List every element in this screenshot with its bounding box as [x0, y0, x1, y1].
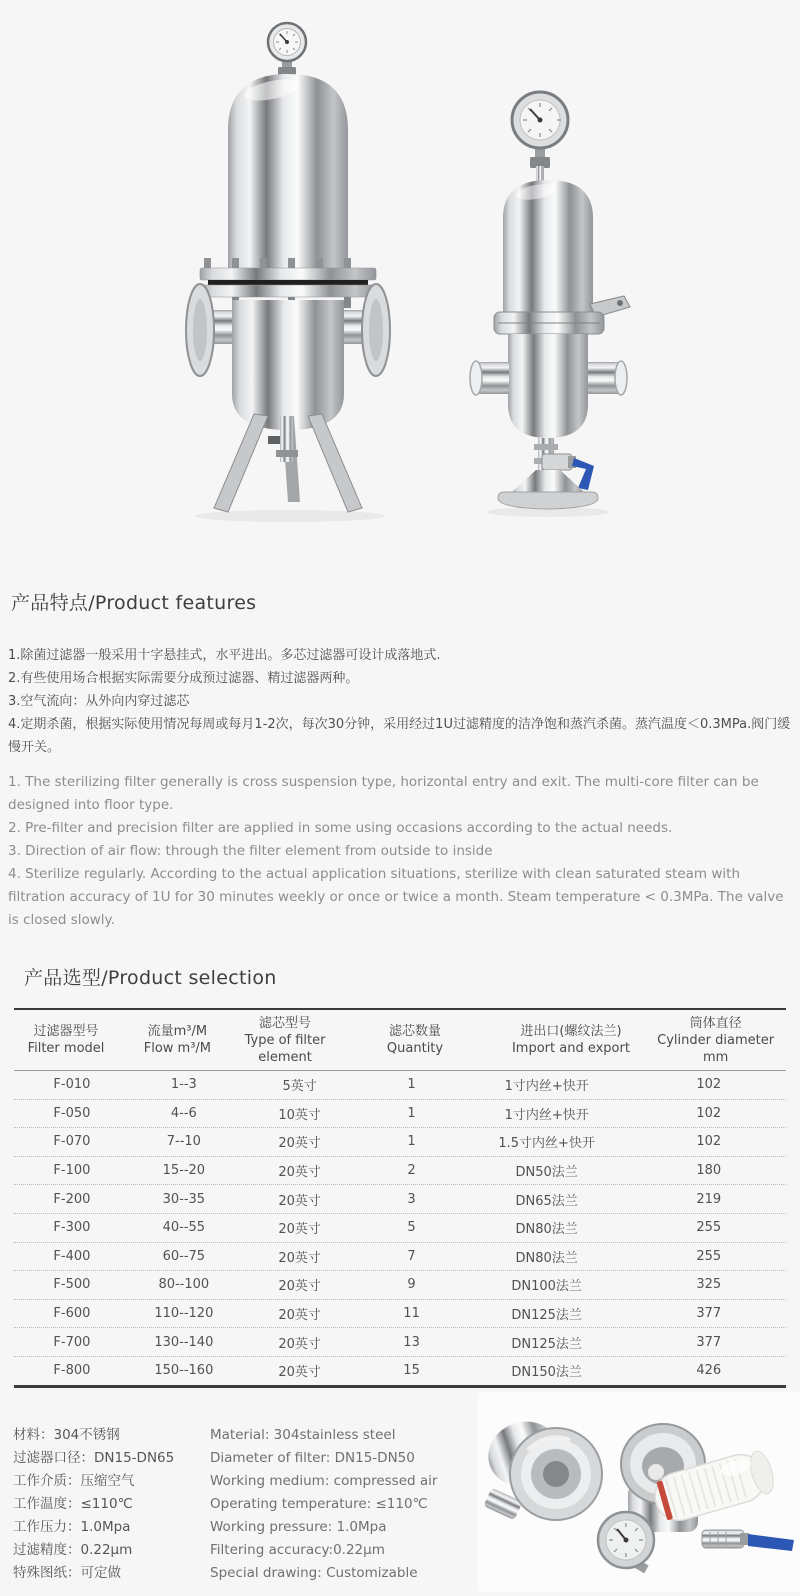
cell-flow: 80--100: [158, 1277, 210, 1293]
cell-cylinder-diameter: 377: [696, 1334, 722, 1350]
table-body: [14, 1071, 786, 1385]
cell-import-export: DN65法兰: [515, 1193, 578, 1209]
header-label-cn: 过滤器型号: [33, 1024, 99, 1039]
cell-quantity: 11: [403, 1306, 420, 1322]
cell-filter-model: F-200: [53, 1191, 91, 1207]
table-row: [14, 1327, 786, 1356]
spec-item-cn: 过滤精度：0.22μm: [13, 1542, 133, 1558]
spec-item-cn: 工作介质：压缩空气: [13, 1473, 135, 1489]
spec-item-en: Special drawing: Customizable: [210, 1565, 418, 1581]
filter-photo-small: [448, 76, 740, 522]
header-label-cn: 滤芯型号: [259, 1015, 312, 1031]
cell-flow: 7--10: [166, 1134, 201, 1150]
spec-item-cn: 材料：304不锈钢: [13, 1427, 120, 1443]
cell-element-type: 20英寸: [278, 1165, 321, 1181]
feature-item-cn: 3.空气流向：从外向内穿过滤芯: [8, 694, 190, 709]
cell-flow: 60--75: [162, 1248, 206, 1264]
cell-quantity: 13: [403, 1334, 420, 1350]
cell-filter-model: F-070: [53, 1134, 91, 1150]
cell-import-export: 1寸内丝+快开: [504, 1079, 589, 1095]
cell-element-type: 20英寸: [278, 1193, 321, 1209]
cell-quantity: 7: [407, 1248, 416, 1264]
feature-item-cn: 2.有些使用场合根据实际需要分成预过滤器、精过滤器两种。: [8, 671, 359, 686]
cell-cylinder-diameter: 255: [696, 1220, 722, 1236]
cell-filter-model: F-050: [53, 1105, 91, 1121]
header-label-en: Import and export: [511, 1041, 630, 1056]
cell-quantity: 5: [407, 1220, 416, 1236]
cell-filter-model: F-700: [53, 1334, 91, 1350]
cell-flow: 4--6: [170, 1105, 197, 1121]
spec-item-cn: 工作温度：≤110℃: [13, 1496, 133, 1512]
header-label-en: Type of filter element: [244, 1032, 326, 1065]
cell-cylinder-diameter: 426: [696, 1363, 722, 1379]
cell-quantity: 1: [407, 1134, 416, 1150]
feature-item-en: 3. Direction of air flow: through the filter element from outside to inside: [8, 843, 493, 859]
spec-item-en: Operating temperature: ≤110℃: [210, 1496, 428, 1512]
cell-element-type: 20英寸: [278, 1308, 321, 1324]
table-row: [14, 1184, 786, 1213]
filter-photo-large: [168, 12, 432, 524]
cell-cylinder-diameter: 325: [696, 1277, 722, 1293]
selection-heading: 产品选型/Product selection: [24, 967, 277, 989]
cell-filter-model: F-600: [53, 1306, 91, 1322]
shadow: [195, 510, 385, 522]
cell-element-type: 20英寸: [278, 1279, 321, 1295]
cell-cylinder-diameter: 377: [696, 1306, 722, 1322]
flanged-port-left: [186, 284, 232, 376]
table-row: [14, 1099, 786, 1128]
table-header-cell: [118, 1023, 237, 1057]
cell-filter-model: F-500: [53, 1277, 91, 1293]
table-header-cell: [14, 1023, 118, 1057]
specs-list-en: [210, 1424, 437, 1585]
cell-import-export: 1寸内丝+快开: [504, 1107, 589, 1123]
feature-item-en: 2. Pre-filter and precision filter are applied in some using occasions according to the actual needs.: [8, 820, 673, 836]
cell-filter-model: F-100: [53, 1163, 91, 1179]
feature-item-cn: 1.除菌过滤器一般采用十字悬挂式，水平进出。多芯过滤器可设计成落地式.: [8, 648, 441, 663]
cell-cylinder-diameter: 102: [696, 1077, 722, 1093]
header-label-cn: 流量m³/M: [147, 1024, 208, 1039]
cell-filter-model: F-010: [53, 1077, 91, 1093]
cell-import-export: DN80法兰: [515, 1250, 578, 1266]
header-label-en: Cylinder diameter mm: [657, 1032, 775, 1065]
upper-vessel: [228, 74, 348, 268]
table-header-cell: [333, 1023, 496, 1057]
cell-quantity: 1: [407, 1105, 416, 1121]
cell-quantity: 3: [407, 1191, 416, 1207]
cell-cylinder-diameter: 180: [696, 1163, 722, 1179]
product-selection-table: [14, 1008, 786, 1388]
table-header-cell: [497, 1023, 646, 1057]
cell-import-export: 1.5寸内丝+快开: [498, 1136, 595, 1152]
features-list-en: [8, 771, 796, 932]
cell-element-type: 10英寸: [278, 1107, 321, 1123]
spec-item-en: Filtering accuracy:0.22μm: [210, 1542, 385, 1558]
cell-flow: 150--160: [154, 1363, 214, 1379]
cell-flow: 15--20: [162, 1163, 206, 1179]
specs-list-cn: [13, 1424, 174, 1585]
spec-item-cn: 过滤器口径：DN15-DN65: [13, 1450, 175, 1466]
cell-flow: 40--55: [162, 1220, 206, 1236]
lower-body: [508, 334, 588, 438]
table-header-cell: [645, 1015, 786, 1066]
header-label-cn: 筒体直径: [689, 1015, 742, 1031]
feature-item-en: 1. The sterilizing filter generally is cross suspension type, horizontal entry and exit. The multi-core filter can be designed into floor type.: [8, 774, 759, 813]
cell-quantity: 2: [407, 1163, 416, 1179]
side-port-left: [470, 361, 509, 395]
feature-item-en: 4. Sterilize regularly. According to the actual application situations, sterilize with clean saturated steam with filtration accuracy of 1U for 30 minutes weekly or once or twice a month. Steam temperature < 0.3MPa. The valve is closed slowly.: [8, 866, 784, 928]
cell-cylinder-diameter: 219: [696, 1191, 722, 1207]
features-heading: 产品特点/Product features: [11, 592, 257, 614]
cell-import-export: DN125法兰: [511, 1308, 582, 1324]
spec-item-en: Working medium: compressed air: [210, 1473, 438, 1489]
table-row: [14, 1213, 786, 1242]
table-row: [14, 1127, 786, 1156]
side-port-right: [588, 361, 627, 395]
cell-import-export: DN125法兰: [511, 1336, 582, 1352]
pressure-gauge-icon: [512, 92, 568, 182]
cell-cylinder-diameter: 255: [696, 1248, 722, 1264]
round-base: [498, 470, 598, 509]
cell-element-type: 20英寸: [278, 1336, 321, 1352]
filter-parts-photo: [478, 1392, 800, 1592]
cell-flow: 130--140: [154, 1334, 214, 1350]
spec-item-cn: 工作压力：1.0Mpa: [13, 1519, 131, 1535]
table-row: [14, 1270, 786, 1299]
spec-item-en: Working pressure: 1.0Mpa: [210, 1519, 387, 1535]
table-row: [14, 1299, 786, 1328]
cell-filter-model: F-400: [53, 1248, 91, 1264]
cell-quantity: 9: [407, 1277, 416, 1293]
spec-item-en: Diameter of filter: DN15-DN50: [210, 1450, 415, 1466]
cell-import-export: DN150法兰: [511, 1365, 582, 1381]
cell-import-export: DN80法兰: [515, 1222, 578, 1238]
feature-item-cn: 4.定期杀菌，根据实际使用情况每周或每月1-2次，每次30分钟，采用经过1U过滤精度的洁净饱和蒸汽杀菌。蒸汽温度＜0.3MPa.阀门缓慢开关。: [8, 717, 791, 755]
table-row: [14, 1156, 786, 1185]
cell-filter-model: F-800: [53, 1363, 91, 1379]
table-header-row: [14, 1010, 786, 1071]
cell-element-type: 20英寸: [278, 1222, 321, 1238]
cell-quantity: 15: [403, 1363, 420, 1379]
header-label-en: Filter model: [27, 1041, 105, 1056]
table-row: [14, 1071, 786, 1099]
upper-body: [503, 180, 593, 314]
header-label-en: Flow m³/M: [143, 1041, 212, 1056]
table-row: [14, 1242, 786, 1271]
cell-flow: 110--120: [154, 1306, 214, 1322]
spec-item-cn: 特殊图纸：可定做: [13, 1565, 121, 1581]
spec-item-en: Material: 304stainless steel: [210, 1427, 396, 1443]
cell-element-type: 5英寸: [282, 1079, 317, 1095]
cell-import-export: DN50法兰: [515, 1165, 578, 1181]
cell-flow: 1--3: [170, 1077, 197, 1093]
header-label-en: Quantity: [386, 1041, 444, 1056]
cell-import-export: DN100法兰: [511, 1279, 582, 1295]
cell-flow: 30--35: [162, 1191, 206, 1207]
cell-element-type: 20英寸: [278, 1365, 321, 1381]
cell-element-type: 20英寸: [278, 1250, 321, 1266]
lower-vessel: [232, 300, 344, 430]
cell-cylinder-diameter: 102: [696, 1105, 722, 1121]
features-list-cn: [8, 644, 794, 759]
cell-element-type: 20英寸: [278, 1136, 321, 1152]
header-label-cn: 滤芯数量: [389, 1024, 442, 1039]
cell-filter-model: F-300: [53, 1220, 91, 1236]
table-row: [14, 1356, 786, 1385]
cell-quantity: 1: [407, 1077, 416, 1093]
cell-cylinder-diameter: 102: [696, 1134, 722, 1150]
header-label-cn: 进出口(螺纹法兰): [520, 1024, 622, 1039]
table-header-cell: [237, 1015, 334, 1066]
